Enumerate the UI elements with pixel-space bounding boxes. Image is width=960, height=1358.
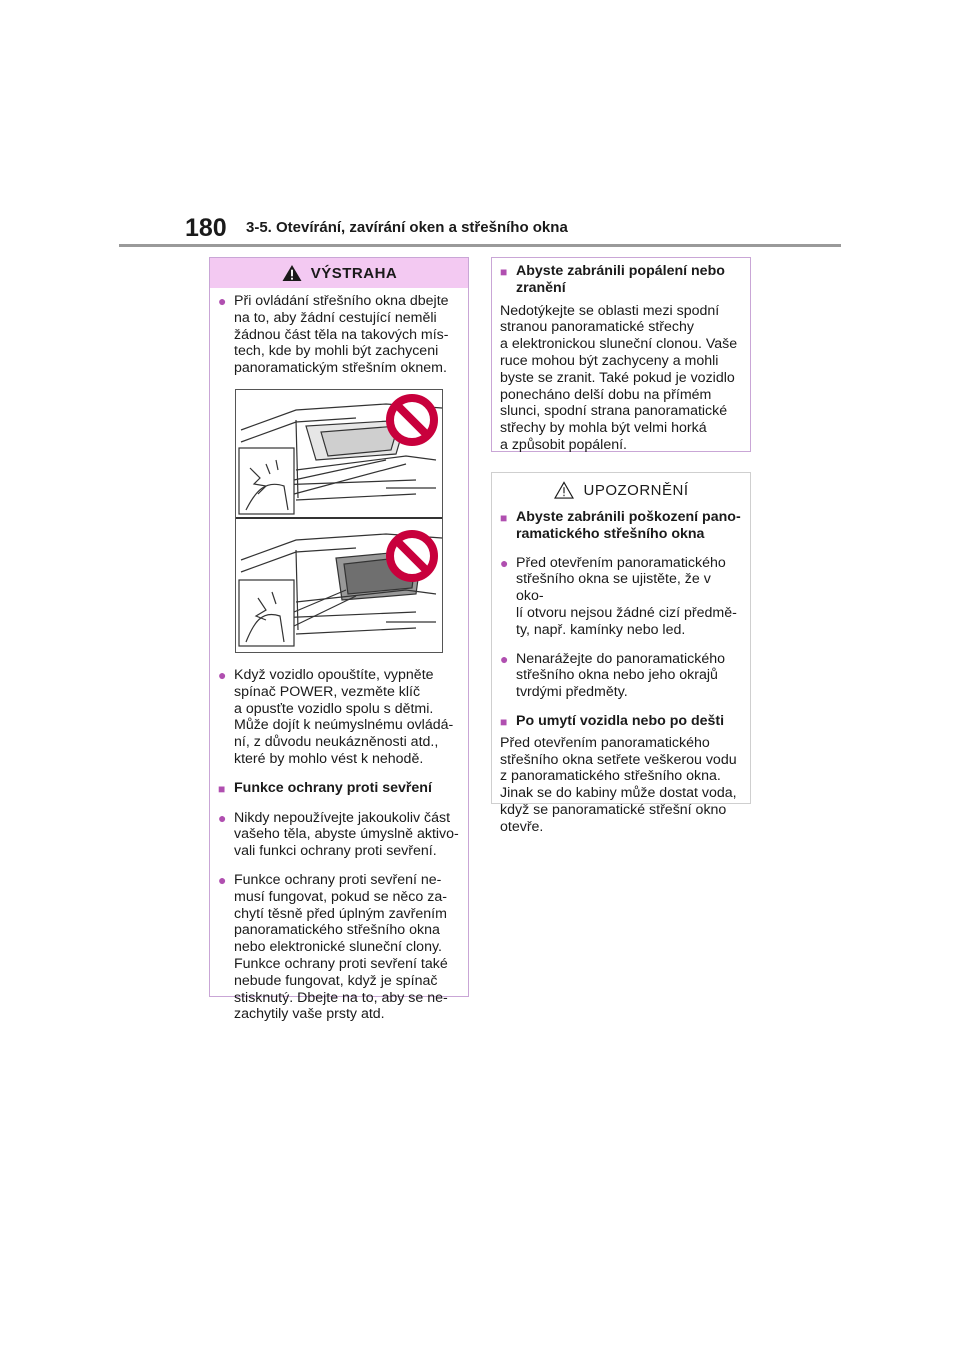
- bullet-dot-icon: [218, 293, 234, 377]
- warning-box-title: VÝSTRAHA: [310, 264, 398, 282]
- bullet-square-icon: [500, 713, 516, 731]
- warning-bullet: ● Nikdy nepoužívejte jakoukoliv část vašeho těla, abyste úmyslně aktivo- vali funkci ochrany proti sevření.: [218, 810, 460, 860]
- prohibition-icon: [390, 398, 434, 442]
- caution-subheading: ■ Po umytí vozidla nebo po dešti: [500, 713, 742, 731]
- caution-bullet: ● Před otevřením panoramatického střešního okna se ujistěte, že v oko- lí otvoru nejsou žádné cizí předmě- ty, např. kamínky nebo led.: [500, 555, 742, 639]
- caution-paragraph: Před otevřením panoramatického střešního okna setřete veškerou vodu z panoramatického střešního okna. Jinak se do kabiny může dostat voda, když se panoramatické střešní okno otevře.: [500, 734, 737, 835]
- warning-box-header: [210, 258, 468, 288]
- bullet-dot-icon: [218, 667, 234, 768]
- warning-bullet: ● Když vozidlo opouštíte, vypněte spínač POWER, vezměte klíč a opusťte vozidlo spolu s dětmi. Může dojít k neúmyslnému ovládá- ní, z důvodu neukázněnosti atd., které by mohlo vést k nehodě.: [218, 667, 460, 768]
- bullet-square-icon: [500, 263, 516, 297]
- caution-box-header: [492, 473, 750, 507]
- sunroof-pinch-illustration: [235, 389, 443, 653]
- warning-box-continued: [491, 257, 751, 452]
- warning-triangle-icon: [281, 264, 303, 282]
- warning-paragraph: Nedotýkejte se oblasti mezi spodní stranou panoramatické střechy a elektronickou sluneční clonou. Vaše ruce mohou být zachyceny a mohli byste se zranit. Také pokud je vozidlo ponecháno delší dobu na přímém slunci, spodní strana panoramatické střechy by mohla být velmi horká a způsobit popálení.: [500, 302, 738, 453]
- caution-subheading: ■ Abyste zabránili poškození pano- ramatického střešního okna: [500, 509, 742, 543]
- bullet-dot-icon: [500, 555, 516, 639]
- warning-bullet: ● Funkce ochrany proti sevření ne- musí fungovat, pokud se něco za- chytí těsně před úplným zavřením panoramatického střešního okna nebo elektronické sluneční clony. Funkce ochrany proti sevření také nebude fungovat, když je spínač stisknutý. Dbejte na to, aby se ne- zachytily vaše prsty atd.: [218, 872, 460, 1023]
- bullet-square-icon: [500, 509, 516, 543]
- caution-bullet: ● Nenarážejte do panoramatického střešního okna nebo jeho okrajů tvrdými předměty.: [500, 651, 742, 701]
- page-number: 180: [185, 214, 227, 242]
- bullet-square-icon: [218, 780, 234, 798]
- warning-bullet: ● Při ovládání střešního okna dbejte na to, aby žádní cestující neměli žádnou část těla na takových mís- tech, kde by mohli být zachyceni panoramatickým střešním oknem.: [218, 293, 460, 377]
- warning-triangle-icon: [553, 481, 575, 499]
- bullet-dot-icon: [218, 872, 234, 1023]
- header-rule: [119, 244, 841, 247]
- warning-box: [209, 257, 469, 1023]
- caution-box-title: UPOZORNĚNÍ: [583, 481, 689, 499]
- bullet-dot-icon: [218, 810, 234, 860]
- section-title: 3-5. Otevírání, zavírání oken a střešního okna: [246, 219, 568, 236]
- bullet-dot-icon: [500, 651, 516, 701]
- warning-subheading: ■ Funkce ochrany proti sevření: [218, 780, 460, 798]
- prohibition-icon: [390, 534, 434, 578]
- caution-box: [491, 472, 751, 835]
- warning-subheading: ■ Abyste zabránili popálení nebo zranění: [500, 263, 742, 297]
